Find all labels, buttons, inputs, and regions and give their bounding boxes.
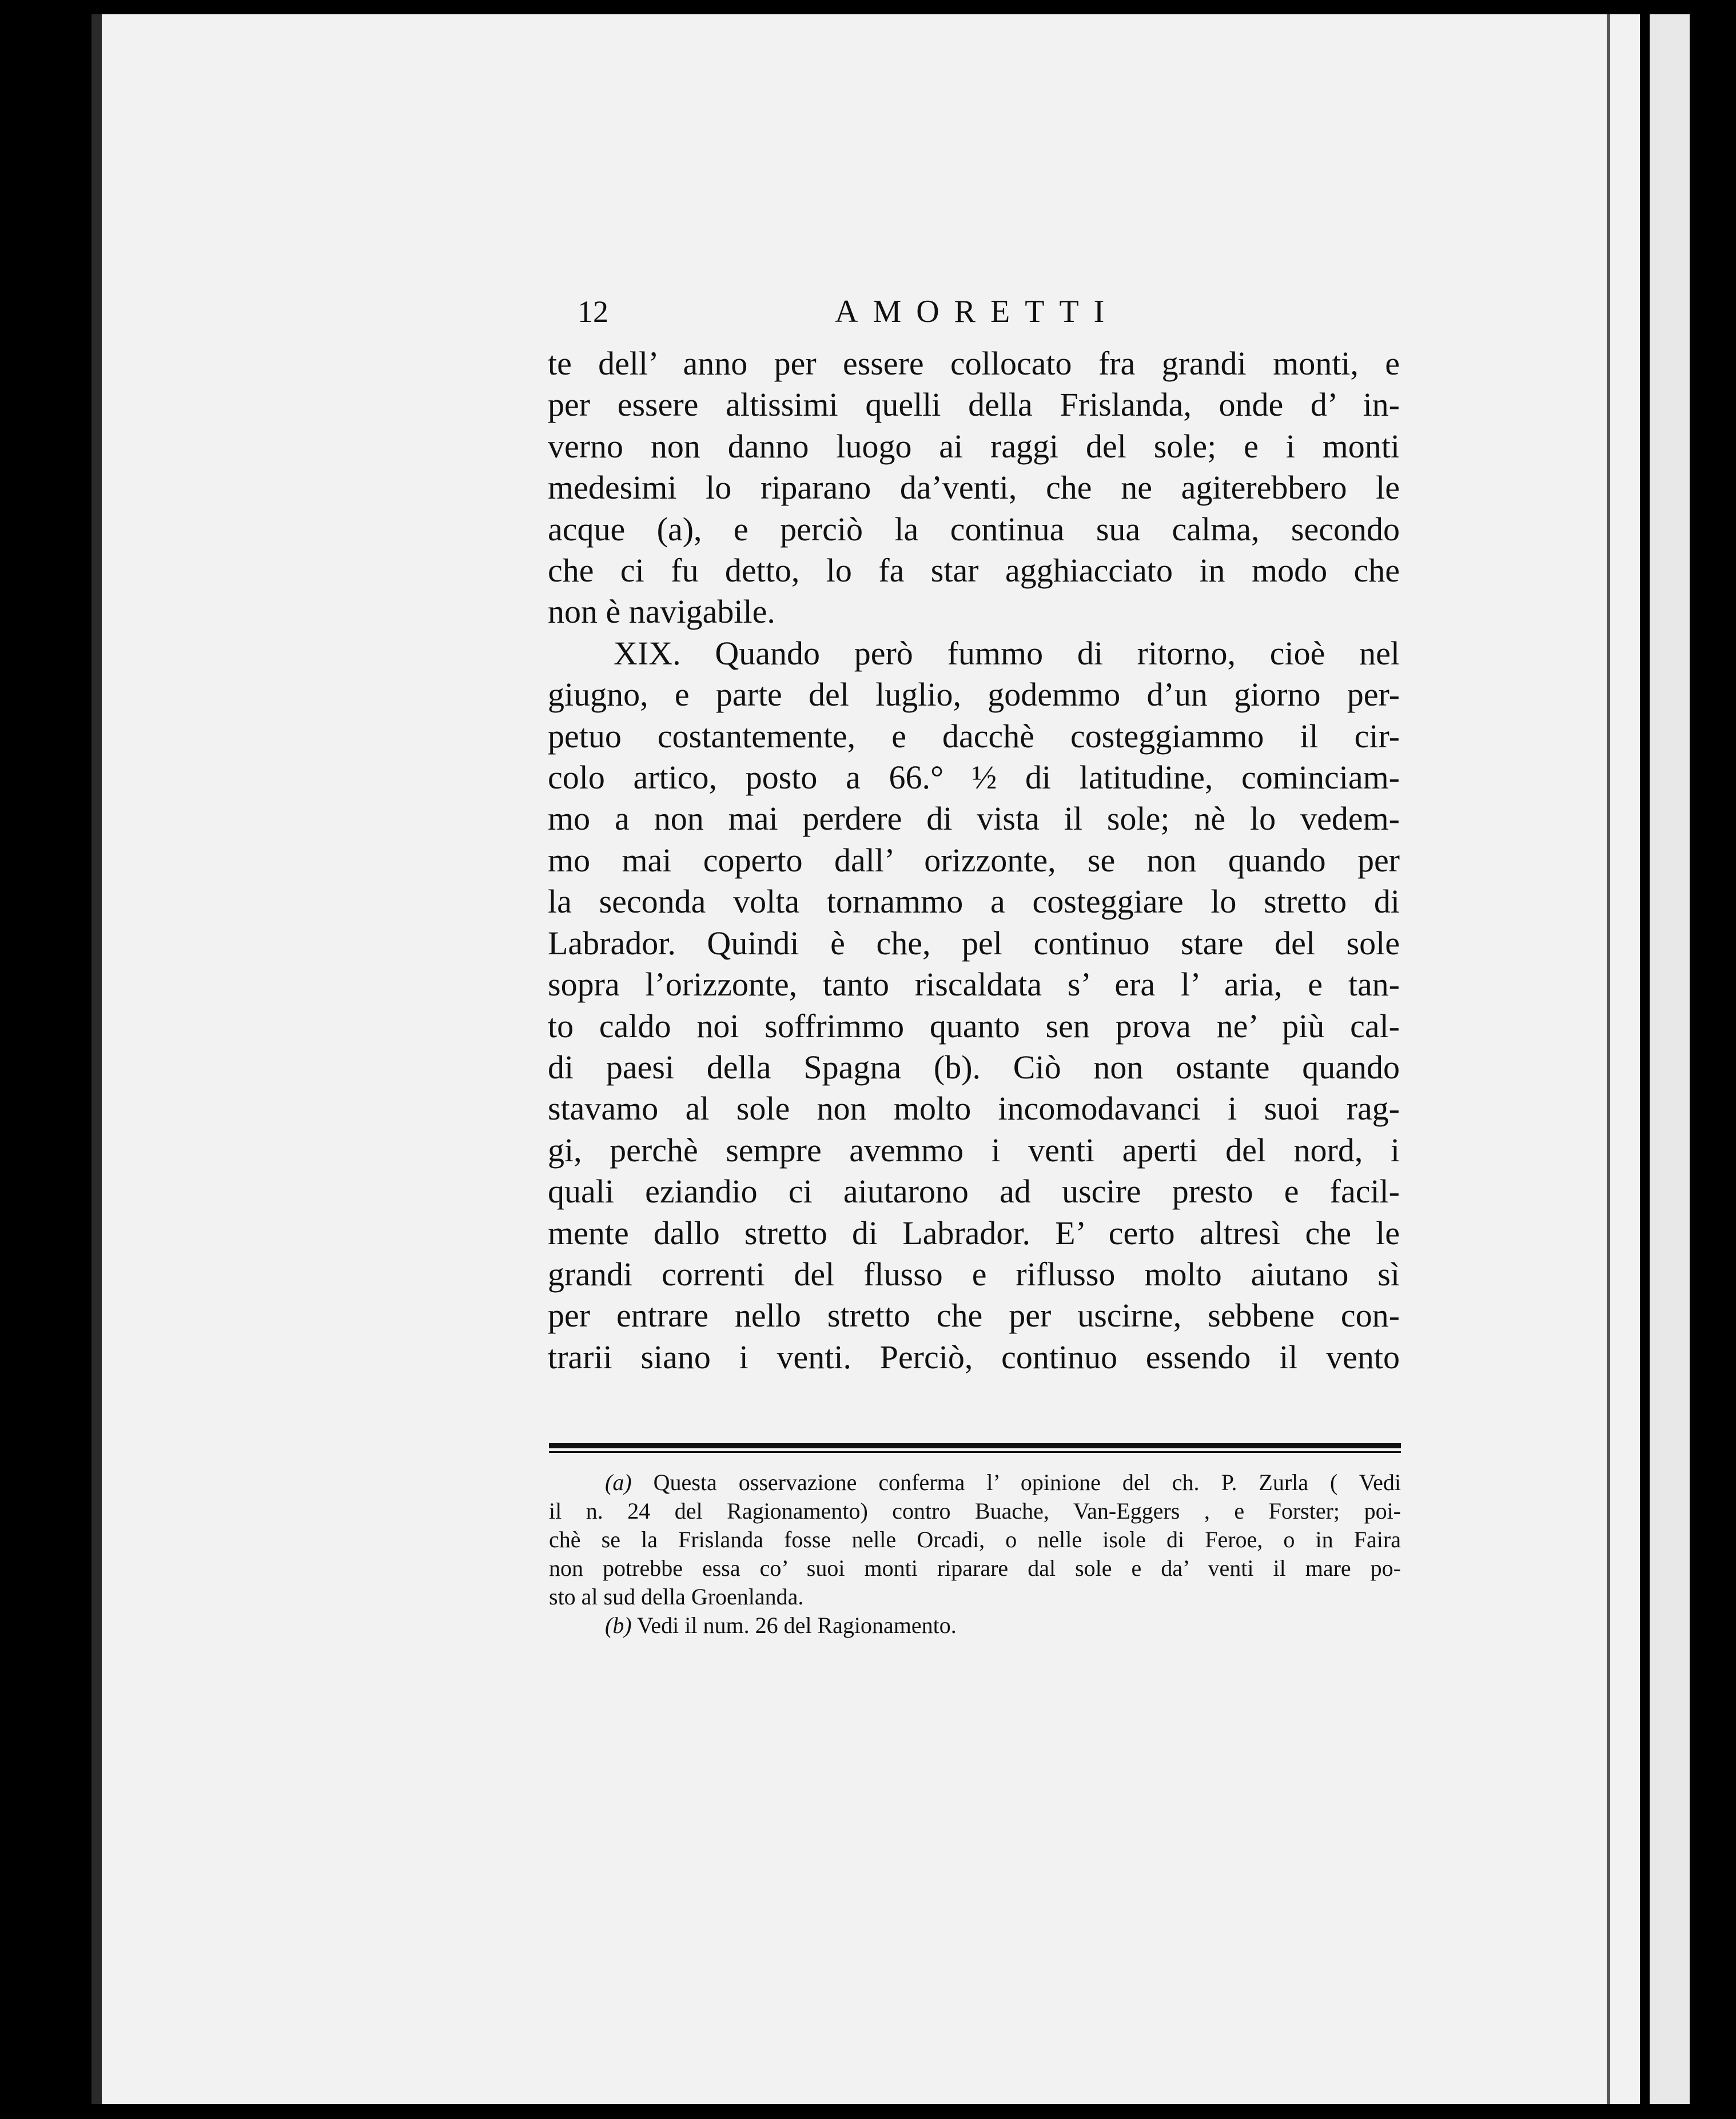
footnote-b-text: Vedi il num. 26 del Ragionamento. — [636, 1612, 957, 1638]
body-line: la seconda volta tornammo a costeggiare lo stretto di — [548, 883, 1400, 921]
footnote-b-marker: (b) — [605, 1612, 632, 1638]
page-number: 12 — [578, 294, 608, 329]
body-line: trarii siano i venti. Perciò, continuo essendo il vento — [548, 1338, 1400, 1376]
footnote-a-line: il n. 24 del Ragionamento) contro Buache, Van-Eggers , e Forster; poi- — [549, 1498, 1401, 1524]
body-line: verno non danno luogo ai raggi del sole; e i monti — [548, 427, 1400, 465]
body-line: mo a non mai perdere di vista il sole; nè lo vedem- — [548, 800, 1400, 838]
body-text — [548, 343, 1400, 1378]
body-line: acque (a), e perciò la continua sua calma, secondo — [548, 510, 1400, 548]
page-header — [578, 289, 1149, 334]
body-line: colo artico, posto a 66.° ½ di latitudine, cominciam- — [548, 759, 1400, 796]
body-line: sopra l’orizzonte, tanto riscaldata s’ era l’ aria, e tan- — [548, 966, 1400, 1003]
body-line: gi, perchè sempre avemmo i venti aperti del nord, i — [548, 1131, 1400, 1169]
footnote-a-marker: (a) — [605, 1469, 632, 1495]
body-line: mo mai coperto dall’ orizzonte, se non quando per — [548, 841, 1400, 879]
body-line: per entrare nello stretto che per uscirne, sebbene con- — [548, 1297, 1400, 1335]
body-line: petuo costantemente, e dacchè costeggiammo il cir- — [548, 717, 1400, 755]
body-line: te dell’ anno per essere collocato fra grandi monti, e — [548, 345, 1400, 382]
footnote-rule-thick — [549, 1443, 1401, 1448]
body-line: to caldo noi soffrimmo quanto sen prova ne’ più cal- — [548, 1007, 1400, 1045]
body-line: mente dallo stretto di Labrador. E’ certo altresì che le — [548, 1214, 1400, 1252]
body-line: grandi correnti del flusso e riflusso molto aiutano sì — [548, 1255, 1400, 1293]
footnote-a-line: non potrebbe essa co’ suoi monti riparare dal sole e da’ venti il mare po- — [549, 1555, 1401, 1581]
footnotes — [549, 1468, 1401, 1640]
body-line: giugno, e parte del luglio, godemmo d’un giorno per- — [548, 676, 1400, 714]
body-line: di paesi della Spagna (b). Ciò non ostante quando — [548, 1048, 1400, 1086]
scan-right-border — [1690, 14, 1736, 2104]
footnote-a-line — [549, 1468, 1401, 1497]
running-head: AMORETTI — [835, 294, 1120, 329]
body-line: non è navigabile. — [548, 593, 775, 631]
footnote-b-line — [549, 1611, 1401, 1640]
footnote-rule-thin — [549, 1451, 1401, 1453]
body-line: Labrador. Quindi è che, pel continuo stare del sole — [548, 924, 1400, 962]
body-line: stavamo al sole non molto incomodavanci i suoi rag- — [548, 1090, 1400, 1128]
footnote-a-line: chè se la Frislanda fosse nelle Orcadi, o nelle isole di Feroe, o in Faira — [549, 1527, 1401, 1552]
footnote-a-line: sto al sud della Groenlanda. — [549, 1584, 804, 1610]
footnote-a-text: Questa osservazione conferma l’ opinione del ch. P. Zurla ( Vedi — [653, 1469, 1401, 1495]
body-line: medesimi lo riparano da’venti, che ne agiterebbero le — [548, 469, 1400, 507]
body-line: quali eziandio ci aiutarono ad uscire presto e facil- — [548, 1173, 1400, 1210]
body-line: che ci fu detto, lo fa star agghiacciato in modo che — [548, 552, 1400, 590]
section-start-line: XIX. Quando però fummo di ritorno, cioè nel — [614, 634, 1400, 672]
facing-page-edge — [1650, 14, 1690, 2104]
page-gutter — [1607, 14, 1610, 2104]
body-line: per essere altissimi quelli della Frislanda, onde d’ in- — [548, 386, 1400, 424]
